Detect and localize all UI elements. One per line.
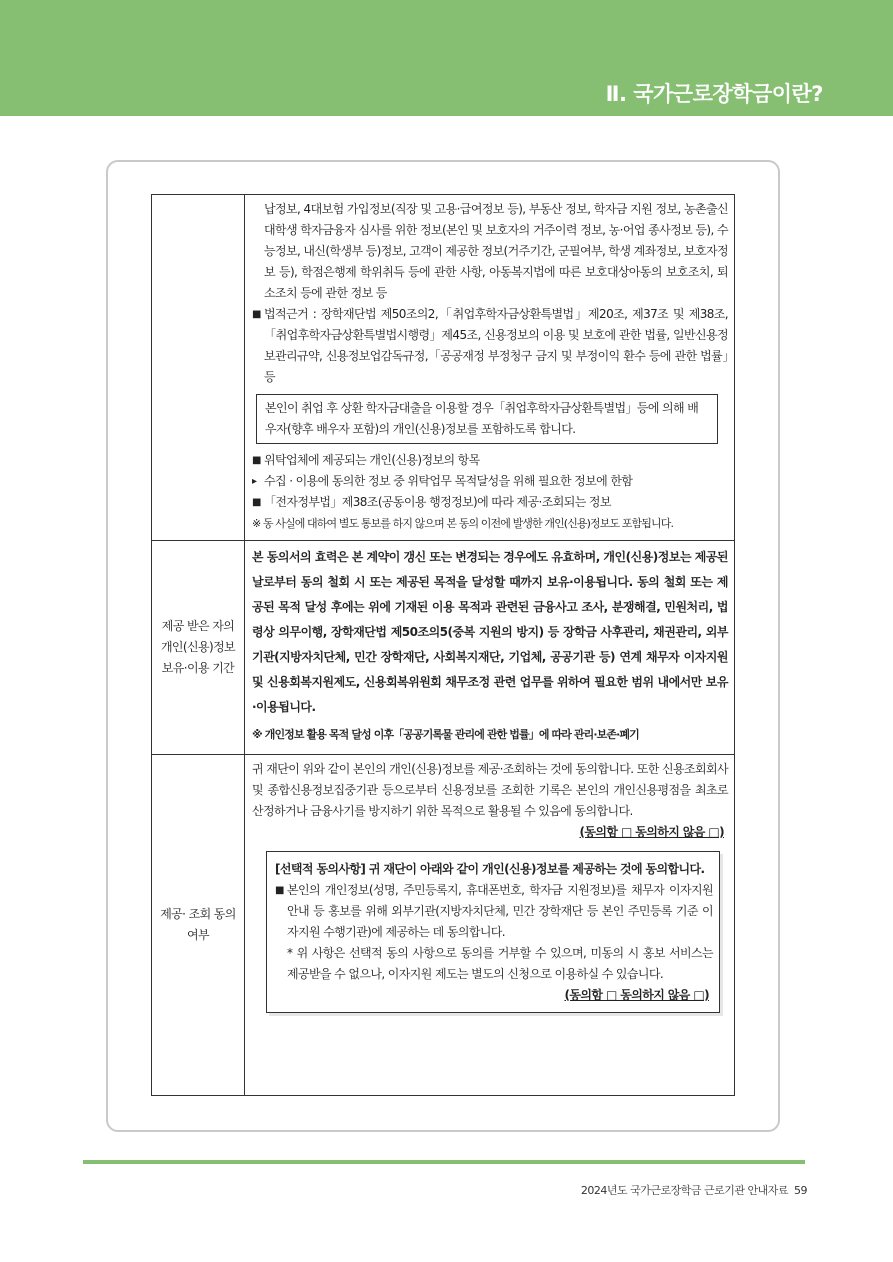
square-bullet-icon: ■ [252, 309, 261, 320]
optional-consent-box [266, 851, 720, 1013]
square-bullet-icon: ■ [252, 497, 261, 508]
info-items-text: 납정보, 4대보험 가입정보(직장 및 고용·급여정보 등), 부동산 정보, 학자금 지원 정보, 농촌출신 대학생 학자금융자 심사를 위한 정보(본인 및 보호자의 거주이력 정보, 농·어업 종사정보 등), 수능정보, 내신(학생부 등)정보, 고객이 제공한 정보(거주기간, 군필여부, 학생 계좌정보, 보호자정보 등), 학점은행제 학위취득 등에 관한 사항, 아동복지법에 따른 보호대상아동의 보호조치, 퇴소조치 등에 관한 정보 등 [264, 202, 728, 300]
table-row [152, 755, 735, 1096]
e-gov-item [252, 492, 728, 513]
e-gov-item-text: 「전자정부법」제38조(공동이용 행정정보)에 따라 제공·조회되는 정보 [264, 495, 611, 509]
entrusted-item-text: 수집 · 이용에 동의한 정보 중 위탁업무 목적달성을 위해 필요한 정보에 한함 [264, 474, 633, 488]
retention-note: ※ 개인정보 활용 목적 달성 이후「공공기록물 관리에 관한 법률」에 따라 관리·보존·폐기 [252, 728, 639, 741]
optional-consent-note: * 위 사항은 선택적 동의 사항으로 동의를 거부할 수 있으며, 미동의 시 홍보 서비스는 제공받을 수 없으나, 이자지원 제도는 별도의 신청으로 이용하실 수 있습니다. [287, 946, 713, 981]
square-bullet-icon: ■ [252, 455, 261, 466]
row-content [245, 755, 735, 1096]
row-label [152, 195, 245, 541]
footer [581, 1182, 807, 1198]
optional-consent-bullet [275, 880, 713, 943]
consent-table [151, 194, 735, 1096]
row-content [245, 541, 735, 755]
entrusted-title-text: 위탁업체에 제공되는 개인(신용)정보의 항목 [264, 453, 480, 467]
row-content [245, 195, 735, 541]
retention-period-text: 본 동의서의 효력은 본 계약이 갱신 또는 변경되는 경우에도 유효하며, 개인(신용)정보는 제공된 날로부터 동의 철회 시 또는 제공된 목적을 달성할 때까지 보유·이용됩니다. 동의 철회 또는 제공된 목적 달성 후에는 위에 기재된 이용 목적과 관련된 금융사고 조사, 분쟁해결, 민원처리, 법령상 의무이행, 장학재단법 제50조의5(중복 지원의 방지) 등 장학금 사후관리, 채권관리, 외부기관(지방자치단체, 민간 장학재단, 사회복지재단, 기업체, 공공기관 등) 연계 채무자 이자지원 및 신용회복지원제도, 신용회복위원회 채무조정 관련 업무를 위하여 필요한 범위 내에서만 보유·이용됩니다. [252, 550, 728, 714]
legal-basis-text: 법적근거 : 장학재단법 제50조의2,「취업후학자금상환특별법」제20조, 제37조 및 제38조,「취업후학자금상환특별법시행령」제45조, 신용정보의 이용 및 보호에 관한 법률, 일반신용정보관리규약, 신용정보업감독규정,「공공재정 부정청구 금지 및 부정이익 환수 등에 관한 법률」등 [264, 307, 728, 384]
consent-checkbox-line[interactable]: (동의함 □ 동의하지 않음 □) [579, 825, 724, 839]
header-band [0, 0, 893, 116]
footer-title: 2024년도 국가근로장학금 근로기관 안내자료 [580, 1184, 788, 1197]
spouse-note-box: 본인이 취업 후 상환 학자금대출을 이용할 경우「취업후학자금상환특별법」등에 의해 배우자(향후 배우자 포함)의 개인(신용)정보를 포함하도록 합니다. [256, 394, 718, 444]
chapter-title: Ⅱ. 국가근로장학금이란? [605, 82, 823, 106]
page-number: 59 [794, 1184, 807, 1197]
optional-consent-bullet-text: 본인의 개인정보(성명, 주민등록지, 휴대폰번호, 학자금 지원정보)를 채무자 이자지원 안내 등 홍보를 위해 외부기관(지방자치단체, 민간 장학재단 등 본인 주민등록 기준 이자지원 수행기관)에 제공하는 데 동의합니다. [287, 883, 713, 939]
entrusted-title [252, 450, 728, 471]
legal-basis [252, 304, 728, 388]
footer-rule [83, 1160, 805, 1164]
consent-body: 귀 재단이 위와 같이 본인의 개인(신용)정보를 제공·조회하는 것에 동의합니다. 또한 신용조회회사 및 종합신용정보집중기관 등으로부터 신용정보를 조회한 기록은 본인의 개인신용평점을 최초로 산정하거나 금융사기를 방지하기 위한 목적으로 활용될 수 있음에 동의합니다. [252, 762, 728, 818]
table-row [152, 541, 735, 755]
triangle-bullet-icon: ▸ [252, 476, 257, 487]
row-label: 제공· 조회 동의 여부 [152, 755, 245, 1096]
optional-consent-checkbox-line[interactable]: (동의함 □ 동의하지 않음 □) [564, 988, 709, 1002]
square-bullet-icon: ■ [275, 885, 284, 896]
entrusted-item [252, 471, 728, 492]
row1-note: ※ 동 사실에 대하여 별도 통보를 하지 않으며 본 동의 이전에 발생한 개인(신용)정보도 포함됩니다. [252, 517, 674, 530]
row-label: 제공 받은 자의 개인(신용)정보 보유·이용 기간 [152, 541, 245, 755]
optional-consent-title: [선택적 동의사항] 귀 재단이 아래와 같이 개인(신용)정보를 제공하는 것에 동의합니다. [275, 862, 705, 876]
table-row [152, 195, 735, 541]
